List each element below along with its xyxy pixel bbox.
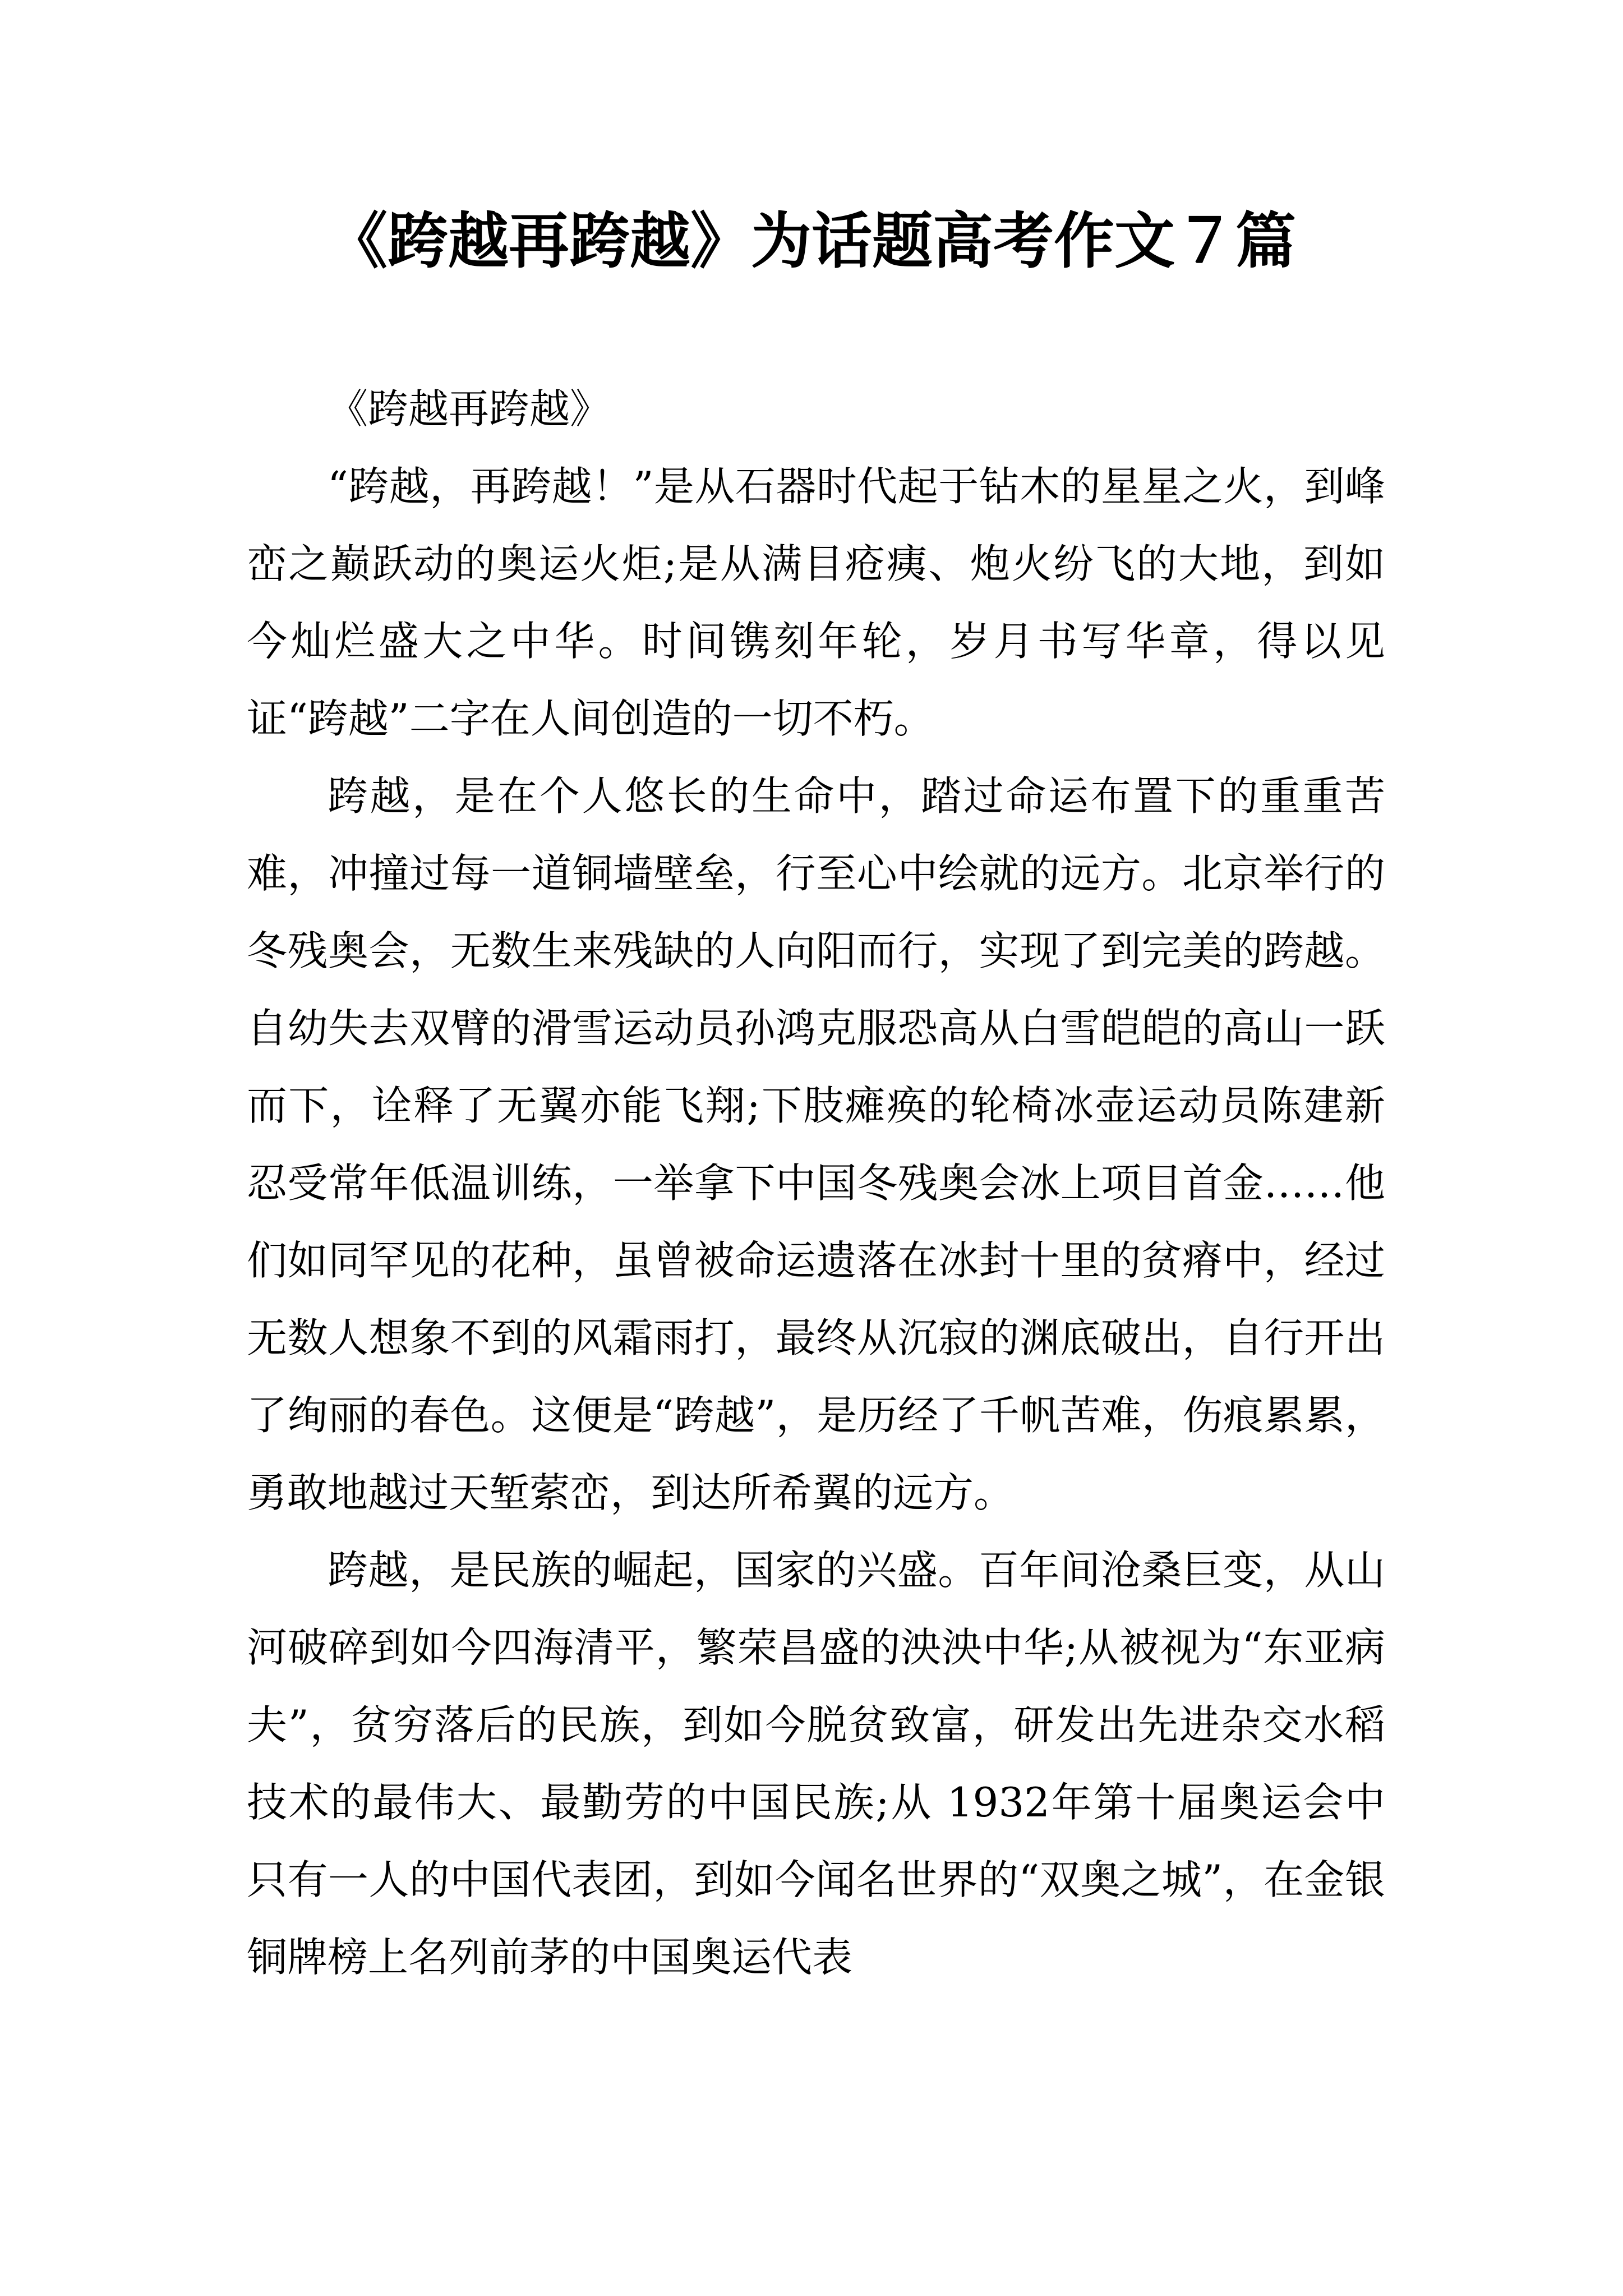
essay-title: 《跨越再跨越》 — [328, 385, 611, 432]
paragraph-2: 跨越，是在个人悠长的生命中，踏过命运布置下的重重苦难，冲撞过每一道铜墙壁垒，行至心中绘就的远方。北京举行的冬残奥会，无数生来残缺的人向阳而行，实现了到完美的跨越。自幼失去双臂的滑雪运动员孙鸿克服恐高从白雪皑皑的高山一跃而下，诠释了无翼亦能飞翔;下肢瘫痪的轮椅冰壶运动员陈建新忍受常年低温训练，一举拿下中国冬残奥会冰上项目首金……他们如同罕见的花种，虽曾被命运遗落在冰封十里的贫瘠中，经过无数人想象不到的风霜雨打，最终从沉寂的渊底破出，自行开出了绚丽的春色。这便是“跨越”，是历经了千帆苦难，伤痕累累，勇敢地越过天堑萦峦，到达所希翼的远方。 — [247, 772, 1385, 1516]
paragraph-1: “跨越，再跨越！”是从石器时代起于钻木的星星之火，到峰峦之巅跃动的奥运火炬;是从满目疮痍、炮火纷飞的大地，到如今灿烂盛大之中华。时间镌刻年轮，岁月书写华章，得以见证“跨越”二字在人间创造的一切不朽。 — [247, 463, 1385, 742]
document-body — [247, 370, 1385, 1996]
document-title: 《跨越再跨越》为话题高考作文７篇 — [326, 206, 1296, 277]
paragraph-3: 跨越，是民族的崛起，国家的兴盛。百年间沧桑巨变，从山河破碎到如今四海清平，繁荣昌盛的泱泱中华;从被视为“东亚病夫”，贫穷落后的民族，到如今脱贫致富，研发出先进杂交水稻技术的最伟大、最勤劳的中国民族;从 1932年第十届奥运会中只有一人的中国代表团，到如今闻名世界的“双奥之城”，在金银铜牌榜上名列前茅的中国奥运代表 — [247, 1547, 1385, 1981]
